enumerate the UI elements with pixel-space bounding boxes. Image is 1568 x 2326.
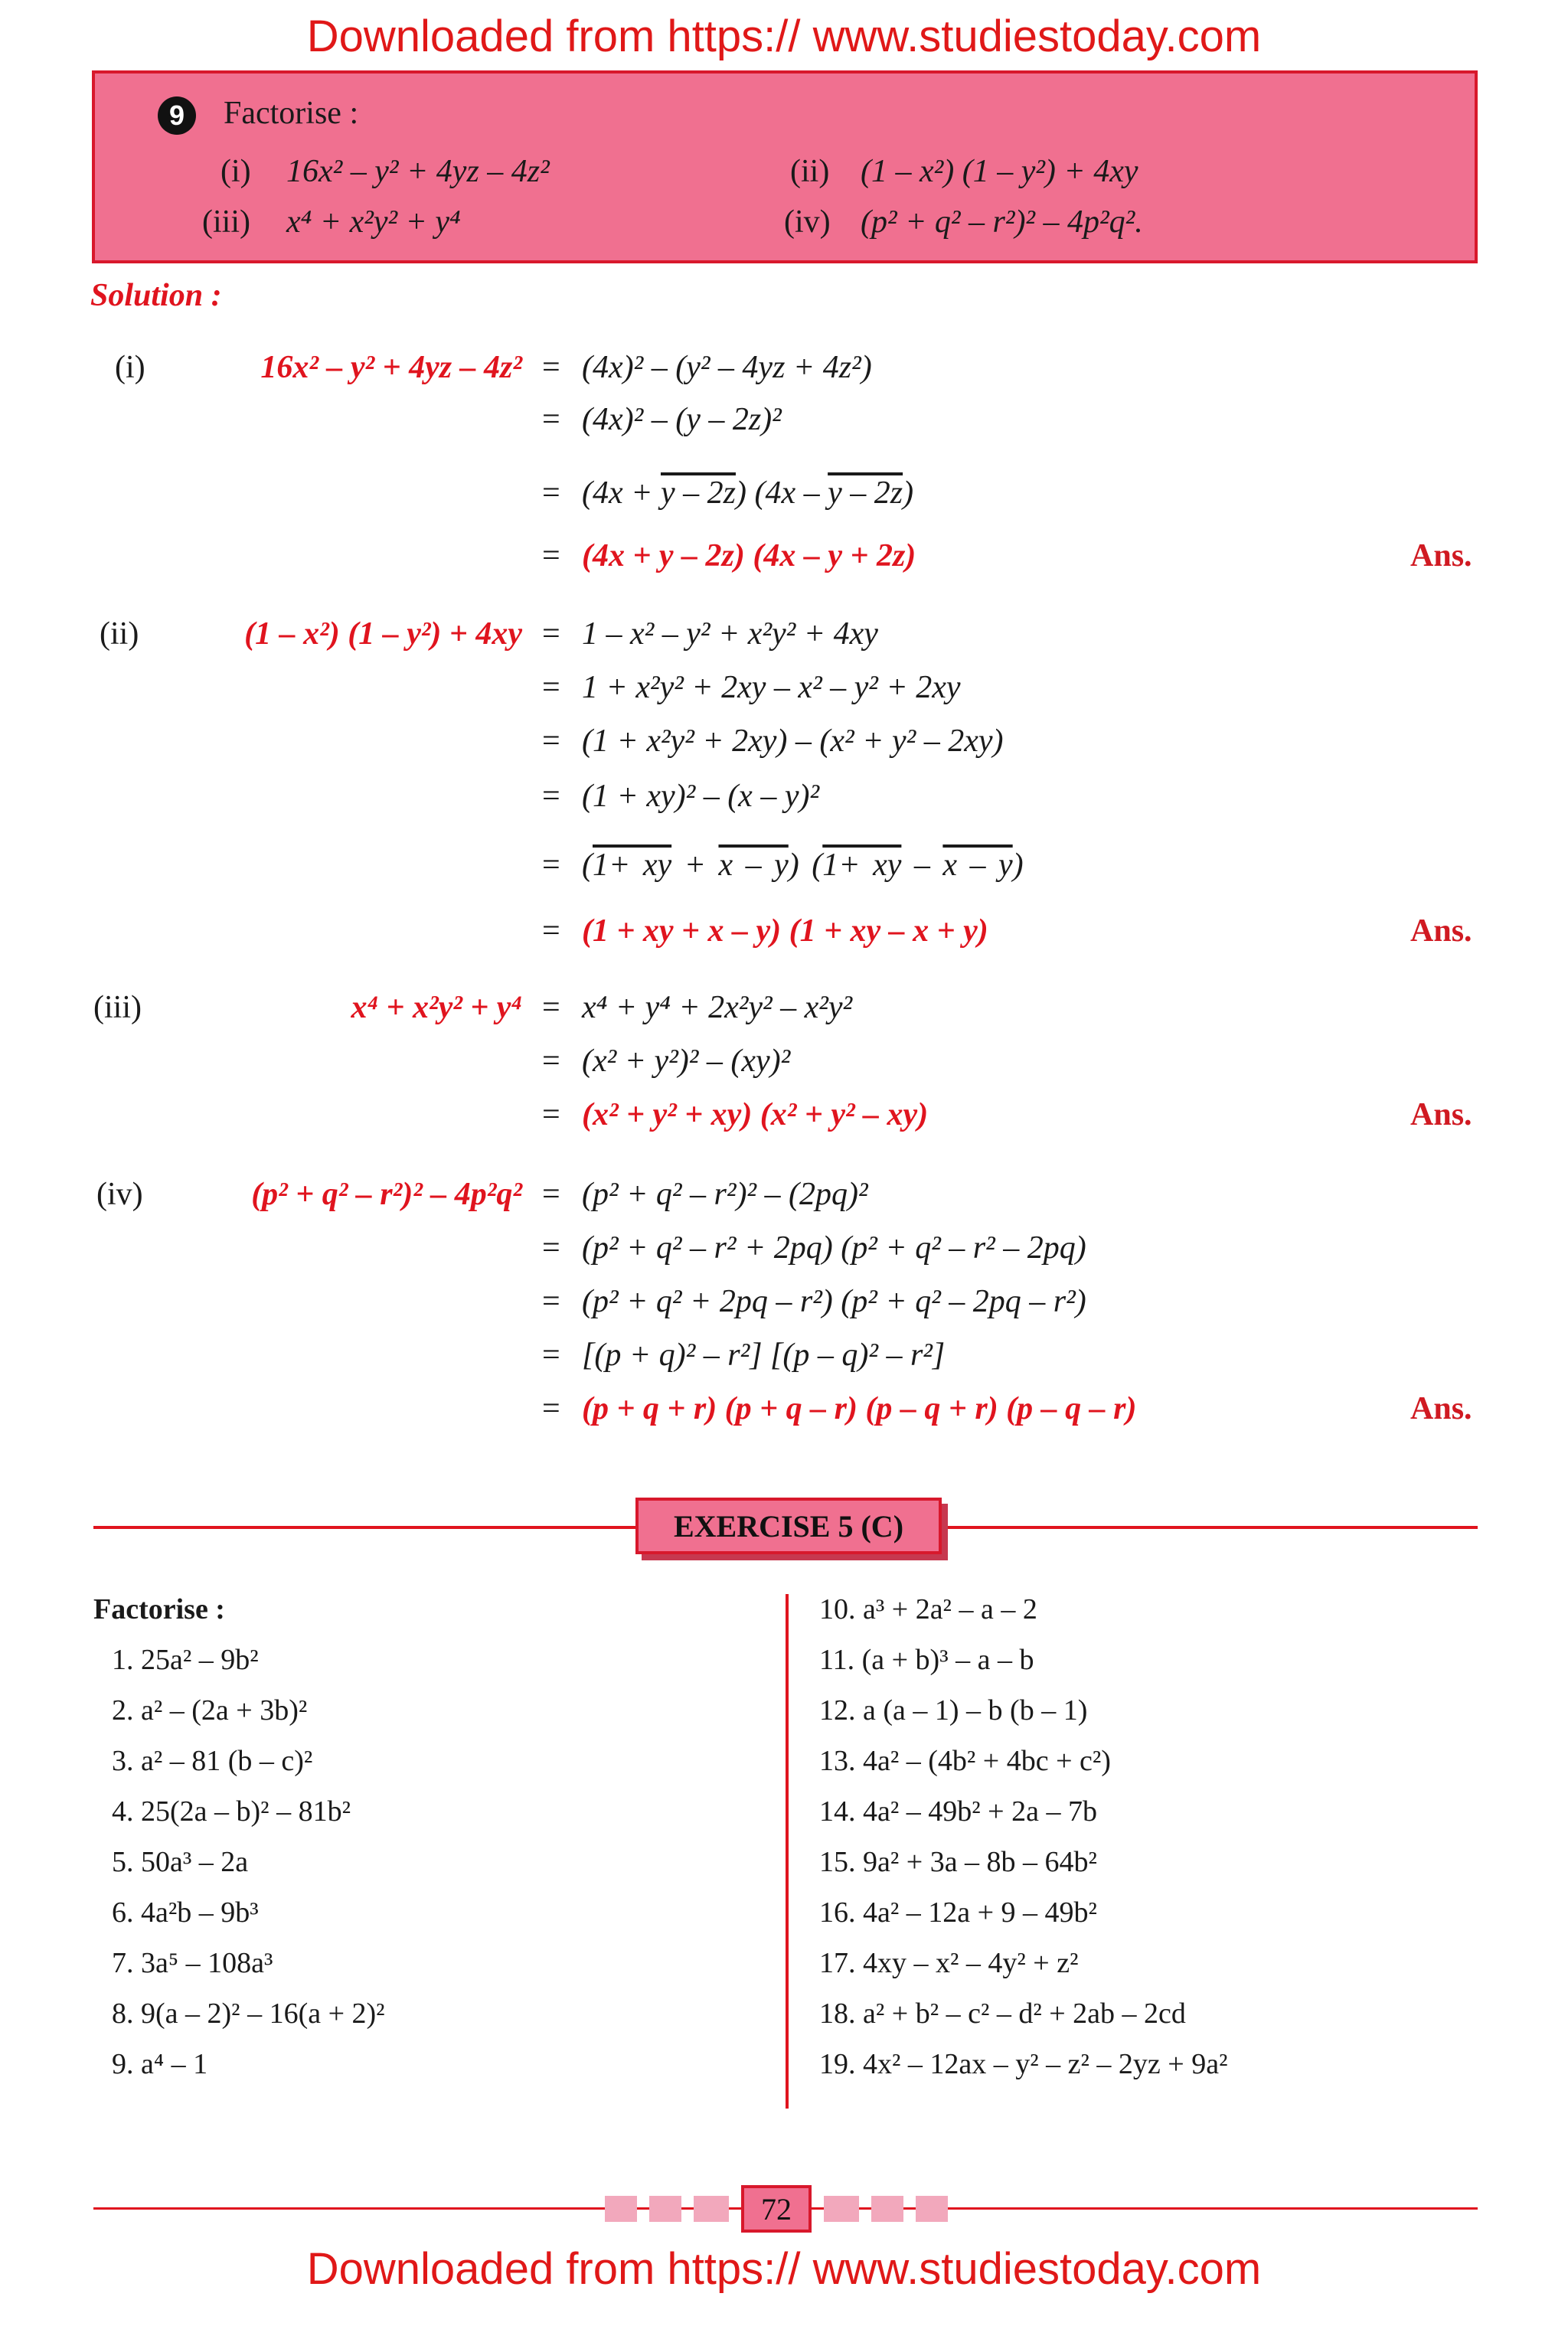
exercise-item: 19. 4x² – 12ax – y² – z² – 2yz + 9a² [819,2048,1228,2080]
solution-answer: (1 + xy + x – y) (1 + xy – x + y) [582,913,988,949]
equals-sign: = [542,1097,560,1132]
question-box [92,70,1478,263]
solution-part-label: (iv) [96,1177,143,1212]
exercise-item: 1. 25a² – 9b² [112,1644,259,1676]
solution-step: x⁴ + y⁴ + 2x²y² – x²y² [582,990,853,1025]
ans-label: Ans. [1410,538,1472,573]
exercise-item: 5. 50a³ – 2a [112,1846,249,1878]
solution-step-overline [582,847,1024,884]
step-segment: – [901,848,943,883]
exercise-item: 15. 9a² + 3a – 8b – 64b² [819,1846,1097,1878]
exercise-item: 2. a² – (2a + 3b)² [112,1694,308,1727]
solution-step: [(p + q)² – r²] [(p – q)² – r²] [582,1338,946,1373]
solution-part-label: (ii) [100,616,139,652]
question-title: Factorise : [224,96,359,131]
equals-sign: = [542,913,560,949]
exercise-heading: Factorise : [93,1593,225,1625]
ans-label: Ans. [1410,913,1472,949]
equals-sign: = [542,538,560,573]
question-part-expr: x⁴ + x²y² + y⁴ [286,204,461,240]
download-watermark-top: Downloaded from https:// www.studiestoday.com [306,11,1262,61]
overlined-term: y – 2z [828,475,903,511]
step-segment: ) [903,475,914,511]
solution-step-overline [582,475,913,511]
exercise-item: 18. a² + b² – c² – d² + 2ab – 2cd [819,1998,1186,2030]
solution-answer: (p + q + r) (p + q – r) (p – q + r) (p – q – r) [582,1391,1137,1426]
question-part-label: (iii) [202,204,250,240]
solution-part-label: (i) [115,350,145,385]
overlined-term: 1+ xy [822,848,902,883]
equals-sign: = [542,848,560,883]
solution-answer: (4x + y – 2z) (4x – y + 2z) [582,538,916,573]
exercise-item: 17. 4xy – x² – 4y² + z² [819,1947,1079,1979]
page-number: 72 [741,2185,812,2233]
equals-sign: = [542,1338,560,1373]
solution-step: (x² + y²)² – (xy)² [582,1044,791,1079]
ans-label: Ans. [1410,1391,1472,1426]
equals-sign: = [542,1391,560,1426]
exercise-item: 16. 4a² – 12a + 9 – 49b² [819,1896,1097,1929]
equals-sign: = [542,350,560,385]
footer-decoration [694,2196,729,2222]
solution-answer: (x² + y² + xy) (x² + y² – xy) [582,1097,929,1132]
footer-decoration [871,2196,903,2222]
solution-lhs: (1 – x²) (1 – y²) + 4xy [244,616,522,652]
footer-decoration [916,2196,948,2222]
question-part-expr: (1 – x²) (1 – y²) + 4xy [861,154,1138,189]
solution-lhs: (p² + q² – r²)² – 4p²q² [251,1177,522,1212]
exercise-item: 8. 9(a – 2)² – 16(a + 2)² [112,1998,385,2030]
exercise-item: 11. (a + b)³ – a – b [819,1644,1034,1676]
solution-step: (1 + x²y² + 2xy) – (x² + y² – 2xy) [582,724,1004,759]
question-part-label: (ii) [790,154,830,189]
solution-step: (p² + q² – r²)² – (2pq)² [582,1177,868,1212]
solution-step: (1 + xy)² – (x – y)² [582,779,820,814]
exercise-item: 9. a⁴ – 1 [112,2048,208,2080]
exercise-item: 14. 4a² – 49b² + 2a – 7b [819,1795,1097,1828]
equals-sign: = [542,779,560,814]
step-segment: ) (4x – [735,475,828,511]
footer-decoration [649,2196,681,2222]
exercise-item: 7. 3a⁵ – 108a³ [112,1947,273,1979]
question-part-expr: (p² + q² – r²)² – 4p²q². [861,204,1143,240]
question-part-label: (iv) [784,204,831,240]
equals-sign: = [542,1284,560,1319]
overlined-term: y – 2z [660,475,736,511]
exercise-item: 6. 4a²b – 9b³ [112,1896,259,1929]
equals-sign: = [542,990,560,1025]
exercise-item: 13. 4a² – (4b² + 4bc + c²) [819,1745,1111,1777]
exercise-item: 4. 25(2a – b)² – 81b² [112,1795,351,1828]
exercise-item: 12. a (a – 1) – b (b – 1) [819,1694,1088,1727]
equals-sign: = [542,616,560,652]
solution-step: 1 – x² – y² + x²y² + 4xy [582,616,878,652]
column-divider [786,1594,789,2109]
equals-sign: = [542,1177,560,1212]
overlined-term: x – y [718,848,789,883]
question-part-label: (i) [220,154,251,189]
ans-label: Ans. [1410,1097,1472,1132]
step-segment: ( [582,848,593,883]
solution-step: (p² + q² – r² + 2pq) (p² + q² – r² – 2pq) [582,1230,1086,1266]
solution-lhs: 16x² – y² + 4yz – 4z² [260,350,522,385]
download-watermark-bottom: Downloaded from https:// www.studiestoday.com [306,2244,1262,2294]
solution-step: (4x)² – (y – 2z)² [582,402,782,437]
equals-sign: = [542,670,560,705]
question-number-badge: 9 [158,96,196,135]
footer-decoration [605,2196,637,2222]
footer-decoration [824,2196,859,2222]
step-segment: ) ( [788,848,823,883]
step-segment: + [671,848,719,883]
equals-sign: = [542,1230,560,1266]
solution-step: (4x)² – (y² – 4yz + 4z²) [582,350,872,385]
equals-sign: = [542,1044,560,1079]
equals-sign: = [542,402,560,437]
solution-part-label: (iii) [93,990,142,1025]
solution-step: 1 + x²y² + 2xy – x² – y² + 2xy [582,670,961,705]
exercise-item: 3. a² – 81 (b – c)² [112,1745,313,1777]
solution-step: (p² + q² + 2pq – r²) (p² + q² – 2pq – r²) [582,1284,1086,1319]
question-part-expr: 16x² – y² + 4yz – 4z² [286,154,550,189]
equals-sign: = [542,475,560,511]
step-segment: (4x + [582,475,661,511]
step-segment: ) [1012,848,1024,883]
equals-sign: = [542,724,560,759]
solution-heading: Solution : [90,278,222,313]
overlined-term: x – y [942,848,1013,883]
exercise-title: EXERCISE 5 (C) [635,1498,942,1554]
exercise-item: 10. a³ + 2a² – a – 2 [819,1593,1037,1625]
overlined-term: 1+ xy [593,848,672,883]
solution-lhs: x⁴ + x²y² + y⁴ [351,990,522,1025]
